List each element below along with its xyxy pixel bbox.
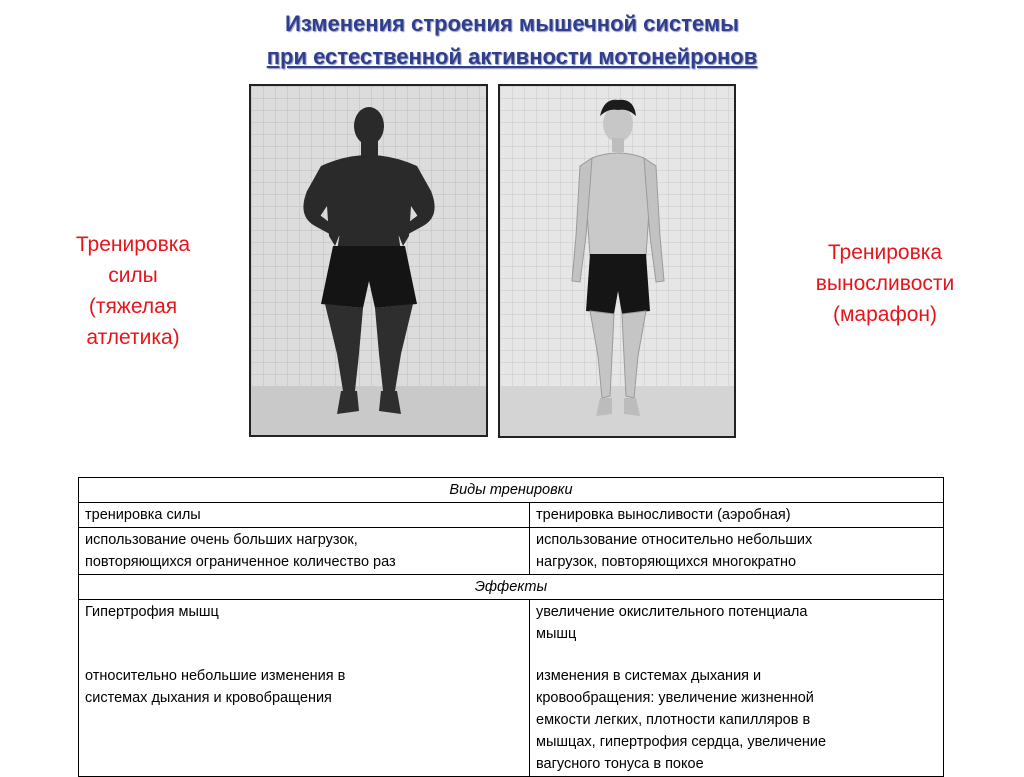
table-row	[79, 528, 944, 575]
cell-line: изменения в системах дыхания и	[536, 668, 762, 684]
strength-load-cell	[79, 528, 530, 575]
cell-line: мышц	[536, 626, 577, 642]
cell-line: системах дыхания и кровобращения	[85, 690, 332, 706]
caption-line: силы	[108, 264, 158, 287]
cell-line: кровообращения: увеличение жизненной	[536, 690, 814, 706]
caption-line: (тяжелая	[88, 295, 178, 318]
slide-title-line-2: при естественной активности мотонейронов	[266, 44, 758, 69]
effects-header: Эффекты	[79, 575, 944, 600]
table-row	[79, 478, 944, 503]
strength-training-cell: тренировка силы	[79, 503, 530, 528]
cell-line: увеличение окислительного потенциала	[536, 604, 808, 620]
strength-training-caption	[50, 229, 216, 353]
bodybuilder-photo	[249, 84, 488, 437]
endurance-load-cell	[530, 528, 944, 575]
slide-title-line-1: Изменения строения мышечной системы	[285, 11, 739, 36]
table-row	[79, 600, 944, 777]
endurance-training-cell: тренировка выносливости (аэробная)	[530, 503, 944, 528]
cell-line: вагусного тонуса в покое	[536, 756, 704, 772]
cell-line: Гипертрофия мышц	[85, 604, 219, 620]
cell-line: относительно небольшие изменения в	[85, 668, 346, 684]
table-row	[79, 503, 944, 528]
table-row	[79, 575, 944, 600]
cell-line: мышцах, гипертрофия сердца, увеличение	[536, 734, 827, 750]
cell-line: использование относительно небольших	[536, 532, 813, 548]
endurance-training-caption	[780, 237, 990, 330]
cell-line: повторяющихся ограниченное количество раз	[85, 554, 396, 570]
training-effects-table	[78, 477, 944, 777]
cell-line: нагрузок, повторяющихся многократно	[536, 554, 797, 570]
caption-line: Тренировка	[827, 241, 943, 264]
cell-line: использование очень больших нагрузок,	[85, 532, 358, 548]
training-types-header: Виды тренировки	[79, 478, 944, 503]
runner-photo	[498, 84, 736, 438]
strength-effects-cell	[79, 600, 530, 777]
endurance-effects-cell	[530, 600, 944, 777]
caption-line: атлетика)	[86, 326, 180, 349]
caption-line: выносливости	[815, 272, 955, 295]
cell-line: емкости легких, плотности капилляров в	[536, 712, 811, 728]
caption-line: Тренировка	[75, 233, 191, 256]
caption-line: (марафон)	[832, 303, 937, 326]
